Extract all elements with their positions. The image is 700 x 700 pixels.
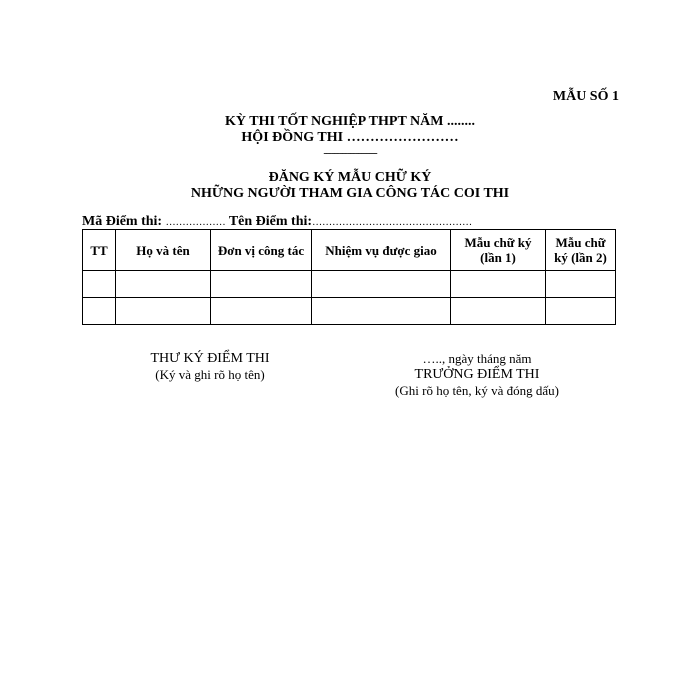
col-header-tt: TT xyxy=(83,230,116,271)
title-line-1: ĐĂNG KÝ MẪU CHỮ KÝ xyxy=(268,170,432,185)
col-header-unit: Đơn vị công tác xyxy=(211,230,312,271)
form-number: MẪU SỐ 1 xyxy=(552,89,619,104)
header-divider: -------------------- xyxy=(323,147,377,159)
table-cell xyxy=(116,271,211,298)
table-cell xyxy=(451,298,546,325)
col-header-signature-1: Mẫu chữ ký (lần 1) xyxy=(451,230,546,271)
head-note: (Ghi rõ họ tên, ký và đóng dấu) xyxy=(395,383,559,398)
table-cell xyxy=(83,271,116,298)
table-cell xyxy=(211,298,312,325)
signature-registration-table xyxy=(82,229,616,325)
head-signature-block xyxy=(362,351,592,399)
site-code-label: Mã Điểm thi: xyxy=(82,214,163,229)
table-cell xyxy=(116,298,211,325)
table-cell xyxy=(451,271,546,298)
table-row xyxy=(83,271,616,298)
table-header-row xyxy=(83,230,616,271)
head-title: TRƯỞNG ĐIỂM THI xyxy=(414,367,540,382)
table-cell xyxy=(546,271,616,298)
table-cell xyxy=(312,298,451,325)
exam-title: KỲ THI TỐT NGHIỆP THPT NĂM ........ xyxy=(225,114,475,129)
col-header-name: Họ và tên xyxy=(116,230,211,271)
table-cell xyxy=(312,271,451,298)
col-header-signature-2: Mẫu chữ ký (lần 2) xyxy=(546,230,616,271)
exam-council: HỘI ĐỒNG THI …………………… xyxy=(241,130,459,145)
exam-header xyxy=(0,114,700,146)
exam-site-line xyxy=(82,214,472,230)
secretary-title: THƯ KÝ ĐIỂM THI xyxy=(150,351,270,366)
secretary-note: (Ký và ghi rõ họ tên) xyxy=(155,367,265,382)
title-line-2: NHỮNG NGƯỜI THAM GIA CÔNG TÁC COI THI xyxy=(190,186,510,201)
site-name-blank: ………………………………………… xyxy=(312,217,473,228)
table-cell xyxy=(83,298,116,325)
signature-date: ….., ngày tháng năm xyxy=(422,351,532,366)
document-title xyxy=(0,170,700,202)
col-header-task: Nhiệm vụ được giao xyxy=(312,230,451,271)
secretary-signature-block xyxy=(110,351,310,383)
site-name-label: Tên Điểm thi: xyxy=(228,214,313,229)
table-row xyxy=(83,298,616,325)
site-code-blank: ……………… xyxy=(165,217,226,228)
table-cell xyxy=(546,298,616,325)
table-cell xyxy=(211,271,312,298)
